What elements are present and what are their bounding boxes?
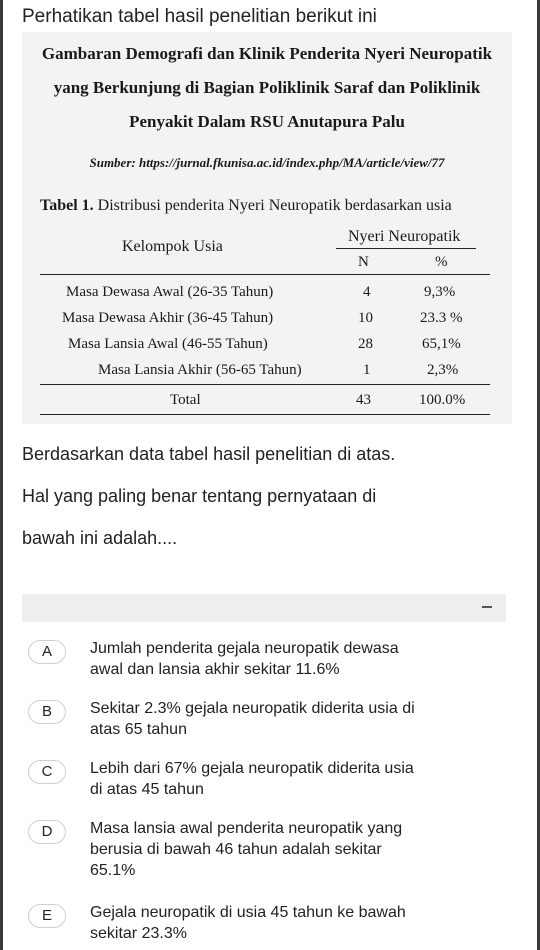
option-a-letter[interactable]: A bbox=[28, 640, 66, 664]
intro-text: Perhatikan tabel hasil penelitian berikut ini bbox=[22, 6, 377, 27]
option-a[interactable] bbox=[28, 638, 498, 682]
table-header-pct: % bbox=[435, 254, 448, 270]
total-pct: 100.0% bbox=[419, 392, 466, 408]
option-a-line-2: awal dan lansia akhir sekitar 11.6% bbox=[90, 661, 340, 678]
option-b-line-1: Sekitar 2.3% gejala neuropatik diderita usia di bbox=[90, 700, 415, 717]
row-3-group: Masa Lansia Awal (46-55 Tahun) bbox=[68, 336, 268, 352]
question-line-1: Berdasarkan data tabel hasil penelitian di atas. bbox=[22, 444, 396, 464]
header-underline bbox=[336, 248, 476, 249]
doc-title-line-3: Penyakit Dalam RSU Anutapura Palu bbox=[129, 112, 405, 131]
table-caption-number: Tabel 1. bbox=[40, 197, 94, 214]
option-c-text[interactable] bbox=[90, 758, 500, 800]
option-c[interactable] bbox=[28, 758, 498, 802]
question-line-2: Hal yang paling benar tentang pernyataan di bbox=[22, 486, 377, 506]
doc-title-line-2: yang Berkunjung di Bagian Poliklinik Saraf dan Poliklinik bbox=[53, 78, 481, 97]
option-c-line-1: Lebih dari 67% gejala neuropatik diderita usia bbox=[90, 760, 414, 777]
option-b-letter[interactable]: B bbox=[28, 700, 66, 724]
row-2-pct: 23.3 % bbox=[420, 310, 463, 326]
question-image bbox=[22, 32, 512, 424]
header-bottom-rule bbox=[40, 274, 490, 275]
option-e-line-2: sekitar 23.3% bbox=[90, 925, 187, 942]
table-caption bbox=[40, 197, 452, 215]
answer-header-bar bbox=[22, 594, 506, 622]
doc-title-line-1: Gambaran Demografi dan Klinik Penderita Nyeri Neuropatik bbox=[41, 44, 493, 63]
table-header-n: N bbox=[358, 254, 369, 270]
doc-source: Sumber: https://jurnal.fkunisa.ac.id/index.php/MA/article/view/77 bbox=[89, 155, 445, 170]
option-d-line-1: Masa lansia awal penderita neuropatik yang bbox=[90, 820, 403, 837]
row-3-pct: 65,1% bbox=[422, 336, 461, 352]
option-e-text[interactable] bbox=[90, 902, 500, 944]
row-2-group: Masa Dewasa Akhir (36-45 Tahun) bbox=[62, 310, 274, 326]
option-e-letter[interactable]: E bbox=[28, 904, 66, 928]
option-e-line-1: Gejala neuropatik di usia 45 tahun ke bawah bbox=[90, 904, 406, 921]
option-a-line-1: Jumlah penderita gejala neuropatik dewasa bbox=[90, 640, 399, 657]
option-d[interactable] bbox=[28, 818, 498, 884]
screen-border-left bbox=[0, 0, 3, 950]
table-header-group: Kelompok Usia bbox=[122, 238, 223, 255]
option-b[interactable] bbox=[28, 698, 498, 742]
option-d-line-3: 65.1% bbox=[90, 862, 136, 879]
row-2-n: 10 bbox=[358, 310, 373, 326]
row-1-n: 4 bbox=[363, 284, 371, 300]
option-d-letter[interactable]: D bbox=[28, 820, 66, 844]
row-4-group: Masa Lansia Akhir (56-65 Tahun) bbox=[98, 362, 302, 378]
table-caption-text: Distribusi penderita Nyeri Neuropatik berdasarkan usia bbox=[93, 197, 452, 214]
option-a-text[interactable] bbox=[90, 638, 500, 680]
option-d-line-2: berusia di bawah 46 tahun adalah sekitar bbox=[90, 841, 382, 858]
question-line-3: bawah ini adalah.... bbox=[22, 528, 178, 548]
total-n: 43 bbox=[356, 392, 371, 408]
row-1-pct: 9,3% bbox=[424, 284, 456, 300]
row-1-group: Masa Dewasa Awal (26-35 Tahun) bbox=[66, 284, 274, 300]
minus-icon[interactable] bbox=[482, 606, 492, 608]
row-4-pct: 2,3% bbox=[427, 362, 459, 378]
option-c-letter[interactable]: C bbox=[28, 760, 66, 784]
option-b-text[interactable] bbox=[90, 698, 500, 740]
option-b-line-2: atas 65 tahun bbox=[90, 721, 187, 738]
option-e[interactable] bbox=[28, 902, 498, 946]
option-c-line-2: di atas 45 tahun bbox=[90, 781, 204, 798]
row-3-n: 28 bbox=[358, 336, 373, 352]
total-label: Total bbox=[170, 392, 201, 408]
table-header-main: Nyeri Neuropatik bbox=[348, 228, 461, 245]
row-4-n: 1 bbox=[363, 362, 371, 378]
option-d-text[interactable] bbox=[90, 818, 500, 881]
table-bottom-rule bbox=[40, 414, 490, 415]
rows-bottom-rule bbox=[40, 384, 490, 385]
